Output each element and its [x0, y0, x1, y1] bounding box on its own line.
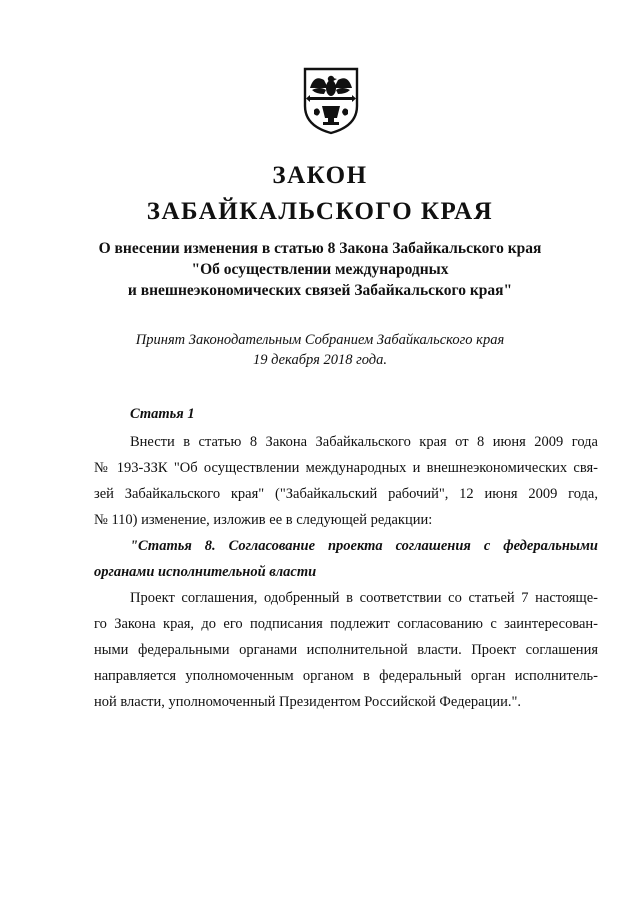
- amendment-paragraph: [94, 585, 598, 715]
- paragraph-line: Проект соглашения, одобренный в соответствии со статьей 7 настояще-: [130, 590, 598, 606]
- paragraph-line: го Закона края, до его подписания подлежит согласованию с заинтересован-: [94, 616, 598, 632]
- subtitle-line: О внесении изменения в статью 8 Закона Забайкальского края: [98, 240, 542, 257]
- paragraph-line: направляется уполномоченным органом в федеральный орган исполнитель-: [94, 668, 598, 684]
- adoption-line: Принят Законодательным Собранием Забайкальского края: [135, 332, 505, 348]
- law-subtitle: [60, 238, 580, 301]
- article-paragraph: [94, 429, 598, 533]
- paragraph-line: № 193-ЗЗК "Об осуществлении международных и внешнеэкономических свя-: [94, 460, 598, 476]
- amendment-heading: [94, 533, 598, 585]
- amendment-heading-line: "Статья 8. Согласование проекта соглашения с федеральными: [130, 538, 598, 554]
- paragraph-line: ными федеральными органами исполнительной власти. Проект соглашения: [94, 642, 598, 658]
- adoption-date: 19 декабря 2018 года.: [252, 352, 387, 368]
- subtitle-line: и внешнеэкономических связей Забайкальского края": [127, 282, 513, 299]
- paragraph-line: зей Забайкальского края" ("Забайкальский рабочий", 12 июня 2009 года,: [94, 486, 598, 502]
- paragraph-line: № 110) изменение, изложив ее в следующей редакции:: [94, 512, 433, 528]
- paragraph-line: ной власти, уполномоченный Президентом Российской Федерации.".: [94, 694, 522, 710]
- law-title: ЗАКОН: [272, 162, 368, 189]
- law-region-title: ЗАБАЙКАЛЬСКОГО КРАЯ: [146, 198, 494, 225]
- paragraph-line: Внести в статью 8 Закона Забайкальского края от 8 июня 2009 года: [130, 434, 598, 450]
- adoption-note: [60, 330, 580, 370]
- amendment-heading-line: органами исполнительной власти: [94, 564, 317, 580]
- coat-of-arms-icon: [302, 66, 360, 136]
- article-heading: Статья 1: [130, 406, 195, 422]
- subtitle-line: "Об осуществлении международных: [191, 261, 449, 278]
